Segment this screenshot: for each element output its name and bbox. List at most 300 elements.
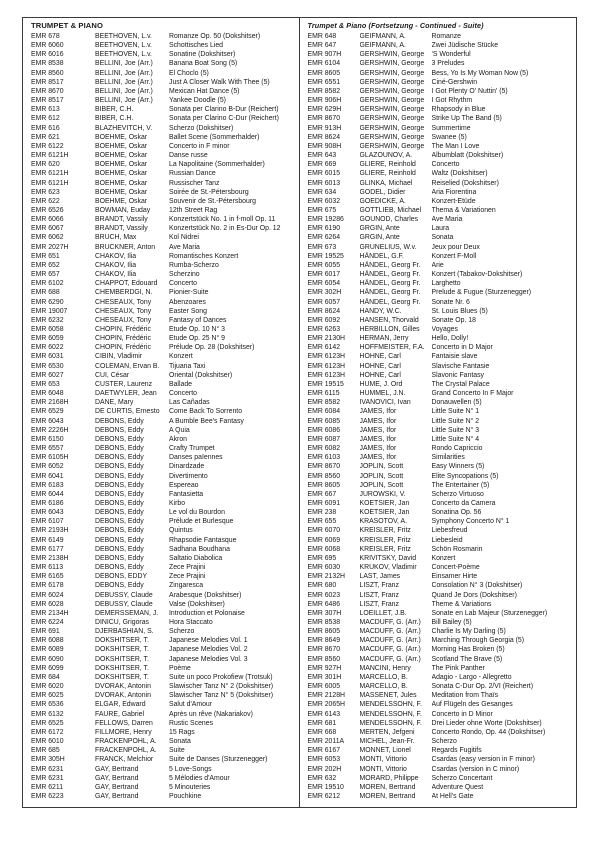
catalog-title: 'S Wonderful (431, 51, 471, 59)
catalog-title: Pouchkine (169, 792, 202, 800)
catalog-row (308, 243, 574, 252)
catalog-row (308, 673, 574, 682)
catalog-composer: GEIFMANN, A. (359, 33, 406, 40)
catalog-ref: EMR 8605 (307, 69, 341, 77)
catalog-title: Konzert-Etüde (431, 197, 476, 205)
catalog-title: Scherzo (Dokshitser) (169, 124, 234, 132)
catalog-ref: EMR 678 (31, 33, 60, 40)
catalog-row (31, 499, 296, 508)
catalog-ref: EMR 6530 (31, 362, 64, 370)
catalog-ref: EMR 2065H (307, 701, 346, 709)
catalog-row (308, 444, 574, 453)
catalog-ref: EMR 6123H (307, 362, 346, 370)
catalog-composer: BIBER, C.H. (95, 106, 134, 114)
catalog-title: Etude Op. 25 N° 9 (169, 335, 225, 343)
catalog-title: The Pink Panther (431, 664, 485, 672)
catalog-title: Salut d'Amour (169, 701, 213, 709)
catalog-ref: EMR 8649 (307, 637, 341, 645)
catalog-composer: HUMMEL, J.N. (359, 390, 406, 398)
catalog-title: Regards Fugitifs (431, 747, 482, 755)
catalog-ref: EMR 6143 (307, 710, 341, 718)
catalog-title: Konzertstück No. 1 in f-moll Op. 11 (169, 216, 276, 224)
catalog-row (308, 719, 574, 728)
catalog-ref: EMR 6190 (307, 225, 341, 233)
catalog-sheet (22, 17, 577, 808)
catalog-title: Tijuana Taxi (169, 362, 206, 370)
catalog-title: Auf Flügeln des Gesanges (431, 701, 513, 709)
catalog-row (308, 352, 574, 361)
catalog-title: Little Suite N° 3 (431, 426, 480, 434)
catalog-ref: EMR 669 (307, 161, 337, 169)
catalog-composer: KOETSIER, Jan (359, 509, 410, 517)
catalog-title: Easter Song (169, 307, 207, 315)
catalog-row (308, 398, 574, 407)
catalog-composer: GERSHWIN, George (359, 51, 425, 59)
catalog-title: Voyages (431, 326, 458, 333)
catalog-row (308, 417, 574, 426)
catalog-row (308, 453, 574, 462)
catalog-title: Symphony Concerto N° 1 (431, 518, 510, 526)
catalog-row (308, 32, 574, 41)
catalog-row (31, 362, 296, 371)
catalog-title: Souvenir de St.-Pétersbourg (169, 197, 256, 205)
catalog-title: Fantasietta (169, 490, 204, 498)
catalog-composer: GAY, Bertrand (95, 765, 139, 773)
catalog-row (308, 298, 574, 307)
catalog-composer: BOEHME, Oskar (95, 188, 148, 196)
catalog-row (31, 288, 296, 297)
catalog-row (308, 700, 574, 709)
catalog-title: Donauwellen (5) (431, 399, 482, 407)
catalog-row (31, 343, 296, 352)
catalog-composer: KREISLER, Fritz (359, 536, 411, 544)
catalog-composer: GERSHWIN, George (359, 133, 425, 141)
catalog-composer: GLIERE, Reinhold (359, 170, 416, 178)
catalog-row (308, 316, 574, 325)
catalog-row (31, 746, 296, 755)
catalog-title: Morning Has Broken (5) (431, 646, 505, 654)
catalog-row (31, 316, 296, 325)
catalog-composer: CHESEAUX, Tony (95, 307, 152, 315)
catalog-ref: EMR 6121H (31, 152, 69, 160)
catalog-composer: GEIFMANN, A. (359, 42, 406, 50)
catalog-row (308, 197, 574, 206)
catalog-title: 5 Mélodies d'Amour (169, 774, 230, 782)
catalog-title: Scotland The Brave (5) (431, 655, 503, 663)
catalog-row (31, 453, 296, 462)
catalog-row (31, 32, 296, 41)
catalog-ref: EMR 6057 (307, 298, 341, 306)
catalog-composer: JAMES, Ifor (359, 417, 397, 425)
catalog-composer: LISZT, Franz (359, 582, 399, 590)
catalog-composer: DINICU, Grigoras (95, 619, 149, 626)
catalog-title: Concerto (169, 390, 197, 398)
catalog-ref: EMR 6013 (307, 179, 341, 187)
catalog-row (31, 545, 296, 554)
catalog-ref: EMR 6104 (307, 60, 341, 68)
catalog-composer: CIBIN, Vladimir (95, 353, 143, 361)
catalog-composer: DEBONS, Eddy (95, 527, 144, 535)
catalog-ref: EMR 6062 (31, 234, 64, 242)
catalog-row (31, 114, 296, 123)
catalog-row (31, 618, 296, 627)
catalog-composer: DOKSHITSER, T. (95, 664, 149, 672)
catalog-composer: KRASOTOV, A. (359, 518, 407, 526)
catalog-ref: EMR 305H (31, 756, 65, 764)
catalog-composer: DEBONS, Eddy (95, 445, 144, 453)
catalog-composer: GERSHWIN, George (359, 124, 425, 132)
catalog-composer: MONTI, Vittorio (359, 756, 407, 764)
catalog-row (31, 243, 296, 252)
catalog-row (308, 691, 574, 700)
catalog-ref: EMR 681 (307, 719, 337, 727)
catalog-title: Zwei Jüdische Stücke (431, 42, 499, 50)
catalog-title: Akron (169, 435, 188, 443)
catalog-row (308, 188, 574, 197)
catalog-composer: GLIERE, Reinhold (359, 161, 416, 169)
catalog-title: Concerto (431, 161, 460, 169)
catalog-composer: JAMES, Ifor (359, 408, 397, 416)
catalog-title: Sonate Op. 18 (431, 316, 476, 324)
catalog-ref: EMR 613 (31, 106, 60, 114)
catalog-row (308, 591, 574, 600)
catalog-title: Liebesleid (431, 536, 463, 544)
catalog-title: Concerto Rondo, Op. 44 (Dokshitser) (431, 728, 546, 736)
catalog-title: Concerto in D Minor (431, 710, 493, 718)
catalog-row (308, 380, 574, 389)
catalog-title: Fantasy of Dances (169, 316, 227, 324)
catalog-title: Yankee Doodle (5) (169, 97, 226, 105)
catalog-composer: HÖHNE, Carl (359, 362, 401, 370)
catalog-composer: GAY, Bertrand (95, 783, 139, 791)
catalog-ref: EMR 6525 (31, 719, 64, 727)
catalog-ref: EMR 8538 (307, 619, 341, 626)
catalog-ref: EMR 6232 (31, 316, 64, 324)
catalog-composer: GOUNOD, Charles (359, 216, 419, 224)
catalog-ref: EMR 620 (31, 161, 60, 169)
catalog-title: Sonata (169, 738, 191, 746)
catalog-title: 5 Minouteries (169, 783, 211, 791)
catalog-composer: BELLINI, Joe (Arr.) (95, 78, 153, 86)
catalog-ref: EMR 6090 (31, 655, 64, 663)
catalog-composer: GRUNELIUS, W.v. (359, 243, 417, 251)
catalog-row (31, 554, 296, 563)
catalog-ref: EMR 6092 (307, 316, 341, 324)
left-column (23, 18, 300, 807)
catalog-composer: DAETWYLER, Jean (95, 390, 157, 398)
catalog-row (308, 636, 574, 645)
catalog-title: 3 Preludes (431, 60, 465, 68)
catalog-row (31, 151, 296, 160)
catalog-title: Rustic Scenes (169, 719, 214, 727)
catalog-title: Zece Prajini (169, 564, 206, 572)
catalog-ref: EMR 6020 (31, 683, 64, 691)
catalog-title: Le vol du Bourdon (169, 509, 225, 517)
catalog-ref: EMR 6529 (31, 408, 64, 416)
catalog-row (308, 59, 574, 68)
catalog-title: Adventure Quest (431, 783, 484, 791)
catalog-row (31, 87, 296, 96)
catalog-composer: JAMES, Ifor (359, 445, 397, 453)
catalog-title: The Crystal Palace (431, 380, 490, 388)
catalog-ref: EMR 6044 (31, 490, 64, 498)
catalog-composer: KRUKOV, Vladimir (359, 564, 417, 572)
catalog-ref: EMR 2134H (31, 609, 69, 617)
catalog-title: Rhapsodie Fantasque (169, 536, 237, 544)
catalog-row (308, 371, 574, 380)
catalog-ref: EMR 6486 (307, 600, 341, 608)
catalog-ref: EMR 647 (307, 42, 337, 50)
catalog-composer: DEBONS, Eddy (95, 518, 144, 526)
catalog-ref: EMR 612 (31, 115, 60, 123)
catalog-row (31, 298, 296, 307)
catalog-title: Concerto (169, 280, 197, 288)
left-column-header: TRUMPET & PIANO (31, 21, 103, 30)
catalog-composer: COLEMAN, Ervan B. (95, 362, 160, 370)
catalog-ref: EMR 202H (307, 765, 342, 773)
catalog-ref: EMR 6557 (31, 445, 64, 453)
catalog-ref: EMR 6121H (31, 179, 69, 187)
catalog-ref: EMR 6183 (31, 481, 64, 489)
catalog-ref: EMR 6023 (307, 591, 341, 599)
catalog-ref: EMR 2193H (31, 527, 69, 535)
catalog-composer: LAST, James (359, 573, 401, 581)
catalog-row (308, 526, 574, 535)
catalog-row (31, 334, 296, 343)
catalog-ref: EMR 6186 (31, 499, 64, 507)
catalog-ref: EMR 6017 (307, 271, 341, 279)
catalog-title: Csardas (easy version in F minor) (431, 756, 535, 764)
catalog-row (308, 334, 574, 343)
right-column (300, 18, 577, 807)
catalog-title: Saltatio Diabolica (169, 554, 223, 562)
catalog-title: Romanze (431, 33, 461, 40)
catalog-title: Russischer Tanz (169, 179, 220, 187)
catalog-composer: BRUCKNER, Anton (95, 243, 156, 251)
catalog-ref: EMR 6054 (307, 280, 341, 288)
catalog-composer: KREISLER, Fritz (359, 527, 411, 535)
catalog-title: Crafty Trumpet (169, 445, 215, 453)
catalog-ref: EMR 6212 (307, 792, 341, 800)
catalog-composer: GERSHWIN, George (359, 142, 425, 150)
catalog-title: Konzert (431, 554, 456, 562)
catalog-title: Slawischer Tanz N° 5 (Dokshitser) (169, 692, 274, 700)
catalog-title: Oriental (Dokshitser) (169, 371, 233, 379)
catalog-row (308, 746, 574, 755)
catalog-row (308, 499, 574, 508)
catalog-ref: EMR 8517 (31, 97, 64, 105)
catalog-title: Schottisches Lied (169, 42, 224, 50)
catalog-composer: GERSHWIN, George (359, 97, 425, 105)
catalog-composer: BOEHME, Oskar (95, 170, 148, 178)
catalog-row (31, 325, 296, 334)
catalog-ref: EMR 6165 (31, 573, 64, 581)
catalog-composer: MICHEL, Jean-Fr. (359, 738, 415, 746)
catalog-title: Liebesfreud (431, 527, 468, 535)
catalog-composer: LISZT, Franz (359, 600, 399, 608)
catalog-row (308, 307, 574, 316)
catalog-row (31, 78, 296, 87)
catalog-ref: EMR 913H (307, 124, 342, 132)
catalog-row (31, 41, 296, 50)
catalog-composer: DEBUSSY, Claude (95, 600, 153, 608)
catalog-title: Bess, Yo Is My Woman Now (5) (431, 69, 529, 77)
catalog-title: Summertime (431, 124, 471, 132)
catalog-row (308, 783, 574, 792)
catalog-composer: JOPLIN, Scott (359, 472, 404, 480)
catalog-composer: JUROWSKI, V. (359, 490, 406, 498)
catalog-composer: DOKSHITSER, T. (95, 673, 149, 681)
catalog-title: Similarities (431, 454, 465, 462)
catalog-title: Concerto in D Major (431, 344, 493, 352)
catalog-composer: GODEL, Didier (359, 188, 406, 196)
catalog-composer: IVANOVICI, Ivan (359, 399, 411, 407)
catalog-ref: EMR 680 (307, 582, 337, 590)
catalog-row (308, 554, 574, 563)
catalog-title: La Napolitaine (Sommerhalder) (169, 161, 265, 169)
catalog-row (31, 517, 296, 526)
catalog-title: Concerto in F minor (169, 142, 230, 150)
catalog-title: Dinardzade (169, 463, 205, 471)
catalog-row (308, 151, 574, 160)
catalog-title: Hora Staccato (169, 619, 213, 626)
catalog-title: Larghetto (431, 280, 461, 288)
catalog-composer: BELLINI, Joe (Arr.) (95, 69, 153, 77)
catalog-row (308, 252, 574, 261)
catalog-ref: EMR 684 (31, 673, 60, 681)
catalog-composer: MARCELLO, B. (359, 683, 408, 691)
catalog-row (31, 197, 296, 206)
catalog-title: 15 Rags (169, 728, 195, 736)
catalog-composer: BRANDT, Vassily (95, 225, 148, 233)
catalog-ref: EMR 8538 (31, 60, 64, 68)
catalog-row (31, 233, 296, 242)
catalog-ref: EMR 688 (31, 289, 60, 297)
catalog-ref: EMR 6084 (307, 408, 341, 416)
catalog-row (31, 737, 296, 746)
catalog-composer: BLAZHEVITCH, V. (95, 124, 153, 132)
catalog-ref: EMR 8605 (307, 628, 341, 636)
catalog-ref: EMR 6048 (31, 390, 64, 398)
catalog-composer: GERSHWIN, George (359, 87, 425, 95)
catalog-row (308, 508, 574, 517)
catalog-composer: HUME, J. Ord (359, 380, 403, 388)
catalog-title: Sonatine (Dokshitser) (169, 51, 236, 59)
catalog-row (31, 160, 296, 169)
catalog-composer: BOEHME, Oskar (95, 161, 148, 169)
catalog-title: Come Back To Sorrento (169, 408, 243, 416)
catalog-composer: HÖHNE, Carl (359, 353, 401, 361)
catalog-composer: MORARD, Philippe (359, 774, 419, 782)
catalog-title: Konzert F-Moll (431, 252, 477, 260)
catalog-row (308, 407, 574, 416)
catalog-row (31, 536, 296, 545)
catalog-composer: CUI, César (95, 371, 130, 379)
catalog-title: Mexican Hat Dance (5) (169, 87, 240, 95)
catalog-row (308, 774, 574, 783)
catalog-ref: EMR 2168H (31, 399, 69, 407)
catalog-title: Slavische Fantasie (431, 362, 490, 370)
catalog-ref: EMR 6067 (31, 225, 64, 233)
catalog-composer: CHOPIN, Frédéric (95, 326, 151, 333)
catalog-title: Arabesque (Dokshitser) (169, 591, 242, 599)
catalog-composer: DOKSHITSER, T. (95, 646, 149, 654)
catalog-composer: HERBILLON, Gilles (359, 326, 420, 333)
catalog-ref: EMR 6027 (31, 371, 64, 379)
catalog-ref: EMR 675 (307, 206, 337, 214)
catalog-ref: EMR 616 (31, 124, 60, 132)
catalog-title: Slawischer Tanz N° 2 (Dokshitser) (169, 683, 274, 691)
catalog-ref: EMR 6290 (31, 298, 64, 306)
catalog-composer: DEBONS, Eddy (95, 463, 144, 471)
catalog-row (31, 572, 296, 581)
catalog-composer: GOEDICKE, A. (359, 197, 406, 205)
catalog-ref: EMR 19515 (307, 380, 344, 388)
catalog-row (308, 572, 574, 581)
catalog-composer: HÄNDEL, Georg Fr. (359, 280, 421, 288)
catalog-ref: EMR 2027H (31, 243, 69, 251)
catalog-composer: BELLINI, Joe (Arr.) (95, 97, 153, 105)
catalog-row (31, 426, 296, 435)
catalog-row (31, 691, 296, 700)
catalog-title: Easy Winners (5) (431, 463, 485, 471)
catalog-ref: EMR 6149 (31, 536, 64, 544)
catalog-composer: BOWMAN, Euday (95, 206, 151, 214)
catalog-ref: EMR 6123H (307, 371, 346, 379)
catalog-row (31, 682, 296, 691)
catalog-title: Laura (431, 225, 450, 233)
catalog-title: Einsamer Hirte (431, 573, 478, 581)
catalog-ref: EMR 6015 (307, 170, 341, 178)
catalog-row (31, 389, 296, 398)
catalog-ref: EMR 657 (31, 271, 60, 279)
catalog-composer: MANCINI, Henry (359, 664, 411, 672)
catalog-title: The Man I Love (431, 142, 480, 150)
catalog-ref: EMR 2138H (31, 554, 69, 562)
catalog-title: Poème (169, 664, 191, 672)
catalog-title: Quintus (169, 527, 193, 535)
catalog-ref: EMR 19525 (307, 252, 344, 260)
catalog-title: The Entertainer (5) (431, 481, 490, 489)
catalog-composer: HÄNDEL, Georg Fr. (359, 298, 421, 306)
catalog-ref: EMR 652 (31, 261, 60, 269)
catalog-composer: HOFFMEISTER, F.A. (359, 344, 425, 352)
catalog-title: Scherzo (169, 628, 195, 636)
catalog-row (308, 682, 574, 691)
catalog-title: Valse (Dokshitser) (169, 600, 225, 608)
catalog-title: Schön Rosmarin (431, 545, 483, 553)
catalog-row (308, 389, 574, 398)
catalog-title: Rondo Capriccio (431, 445, 483, 453)
catalog-row (31, 105, 296, 114)
catalog-ref: EMR 8560 (307, 655, 341, 663)
catalog-title: St. Louis Blues (5) (431, 307, 488, 315)
left-rows-list (31, 32, 296, 801)
catalog-row (308, 536, 574, 545)
catalog-ref: EMR 8624 (307, 133, 341, 141)
catalog-row (308, 279, 574, 288)
catalog-row (31, 215, 296, 224)
catalog-title: Konzertstück No. 2 in Es-Dur Op. 12 (169, 225, 281, 233)
catalog-title: Scherzino (169, 271, 200, 279)
catalog-ref: EMR 6005 (307, 683, 341, 691)
catalog-composer: HÄNDEL, Georg Fr. (359, 289, 421, 297)
catalog-composer: KOETSIER, Jan (359, 499, 410, 507)
catalog-ref: EMR 19510 (307, 783, 344, 791)
catalog-ref: EMR 6536 (31, 701, 64, 709)
catalog-ref: EMR 6085 (307, 417, 341, 425)
catalog-ref: EMR 6053 (307, 756, 341, 764)
